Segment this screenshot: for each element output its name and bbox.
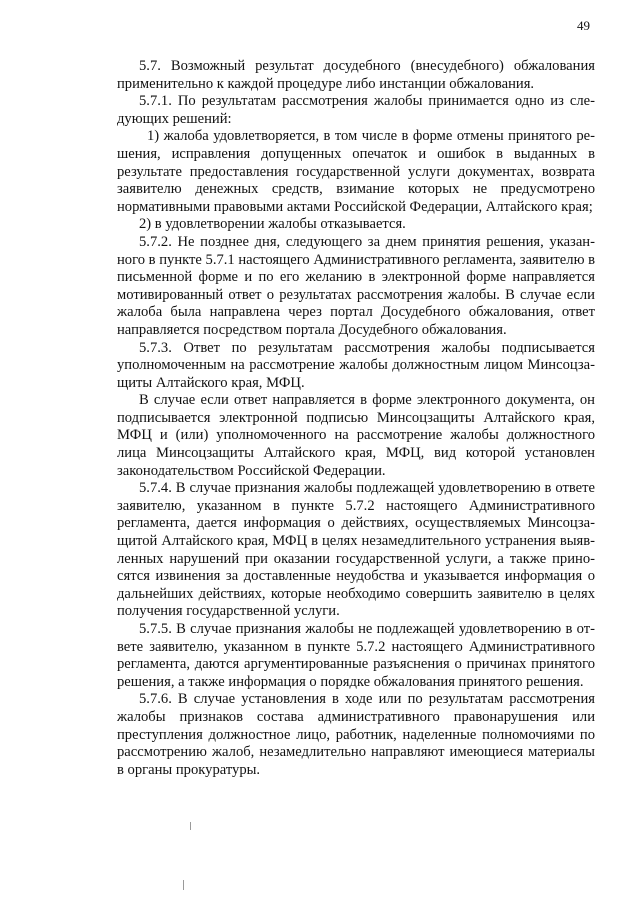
page-number: 49 [577, 18, 590, 33]
paragraph-5-7-4: 5.7.4. В случае признания жалобы подлежащей удовлетворению в ответе заявителю, указанном в пункте 5.7.2 настоящего Административного регламента, дается информация о действиях, осуществляемых Минсоцзащитой Алтайского края, МФЦ в целях незамедлительного устранения выявленных нарушений при оказании государственной услуги, а также приносятся извинения за доставленные неудобства и указывается информация о дальнейших действиях, которые необходимо совершить заявителю в целях получения государственной услуги. [117, 480, 595, 620]
paragraph-5-7-2: 5.7.2. Не позднее дня, следующего за днем принятия решения, указанного в пункте 5.7.1 настоящего Административного регламента, заявителю в письменной форме и по его желанию в электронной форме направляется мотивированный ответ о результатах рассмотрения жалобы. В случае если жалоба была направлена через портал Досудебного обжалования, ответ направляется посредством портала Досудебного обжалования. [117, 233, 596, 338]
document-body [117, 58, 595, 779]
scan-artifact-mark [190, 822, 191, 830]
paragraph-5-7: 5.7. Возможный результат досудебного (внесудебного) обжалования применительно к каждой процедуре либо инстанции обжалования. [117, 58, 595, 92]
list-item-2: 2) в удовлетворении жалобы отказывается. [139, 216, 406, 233]
paragraph-5-7-6: 5.7.6. В случае установления в ходе или по результатам рассмотрения жалобы признаков состава административного правонарушения или преступления должностное лицо, работник, наделенные полномочиями по рассмотрению жалоб, незамедлительно направляют имеющиеся материалы в органы прокуратуры. [117, 691, 595, 778]
paragraph-5-7-1: 5.7.1. По результатам рассмотрения жалобы принимается одно из следующих решений: [117, 93, 595, 127]
paragraph-5-7-3: 5.7.3. Ответ по результатам рассмотрения жалобы подписывается уполномоченным на рассмотрение жалобы должностным лицом Минсоцзащиты Алтайского края, МФЦ. [117, 339, 595, 391]
paragraph-5-7-5: 5.7.5. В случае признания жалобы не подлежащей удовлетворению в ответе заявителю, указанном в пункте 5.7.2 настоящего Административного регламента, даются аргументированные разъяснения о причинах принятого решения, а также информация о порядке обжалования принятого решения. [117, 621, 595, 690]
list-item-1: 1) жалоба удовлетворяется, в том числе в форме отмены принятого решения, исправления допущенных опечаток и ошибок в выданных в результате предоставления государственной услуги документах, возврата заявителю денежных средств, взимание которых не предусмотрено нормативными правовыми актами Российской Федерации, Алтайского края; [117, 128, 595, 215]
paragraph-electronic-signature: В случае если ответ направляется в форме электронного документа, он подписывается электронной подписью Минсоцзащиты Алтайского края, МФЦ и (или) уполномоченного на рассмотрение жалобы должностного лица Минсоцзащиты Алтайского края, МФЦ, вид которой установлен законодательством Российской Федерации. [117, 392, 595, 479]
scan-artifact-mark [183, 880, 184, 890]
